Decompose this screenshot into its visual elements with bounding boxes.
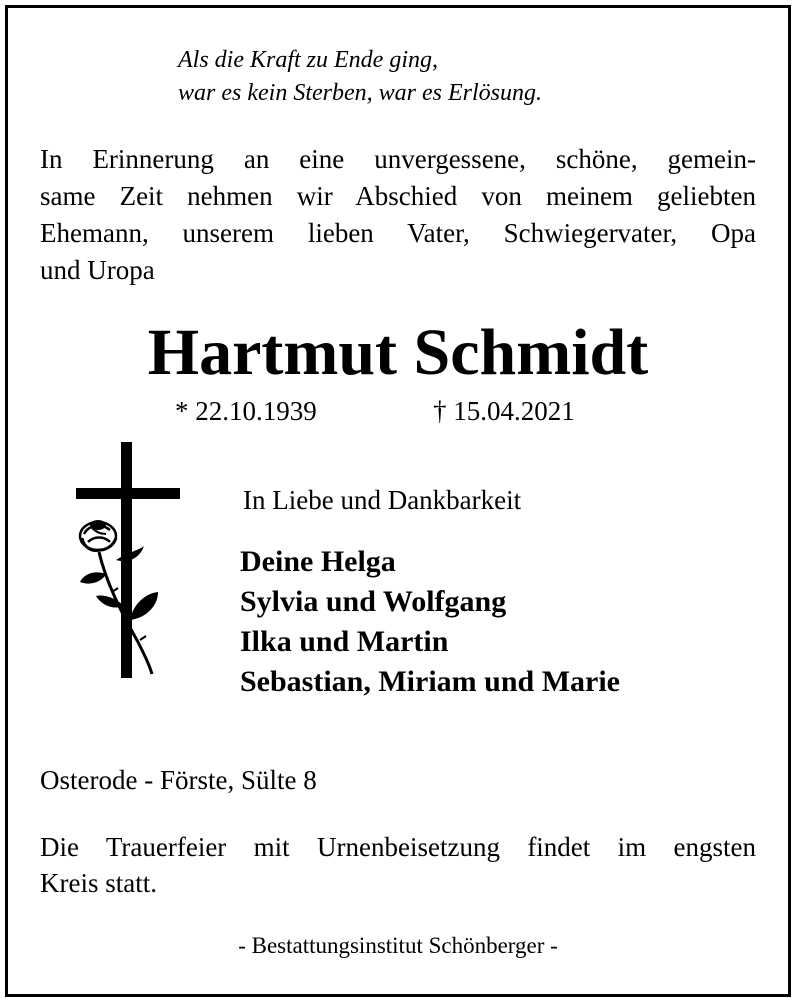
intro-line-1: In Erinnerung an eine unvergessene, schöne, gemein- [40,144,756,174]
poem-line-2: war es kein Sterben, war es Erlösung. [178,80,542,106]
funeral-home: - Bestattungsinstitut Schönberger - [238,933,558,958]
mourner-name: Sebastian, Miriam und Marie [240,665,620,698]
intro-line-4: und Uropa [40,255,155,285]
mourner-list [240,542,620,702]
birth-date: * 22.10.1939 [175,396,317,426]
gratitude-line: In Liebe und Dankbarkeit [243,485,522,515]
mourner-name: Sylvia und Wolfgang [240,585,507,618]
service-notice [40,829,756,901]
mourner-name: Deine Helga [240,545,396,578]
intro-text [40,141,756,289]
death-date: † 15.04.2021 [433,396,575,426]
deceased-name: Hartmut Schmidt [147,316,649,389]
poem [178,44,542,110]
intro-line-2: same Zeit nehmen wir Abschied von meinem geliebten [40,181,756,211]
service-line-2: Kreis statt. [40,868,157,898]
poem-line-1: Als die Kraft zu Ende ging, [178,47,438,73]
cross-with-rose-icon [66,442,196,682]
intro-line-3: Ehemann, unserem lieben Vater, Schwiegervater, Opa [40,218,756,248]
address: Osterode - Förste, Sülte 8 [40,765,317,795]
mourner-name: Ilka und Martin [240,625,449,658]
service-line-1: Die Trauerfeier mit Urnenbeisetzung findet im engsten [40,832,756,862]
